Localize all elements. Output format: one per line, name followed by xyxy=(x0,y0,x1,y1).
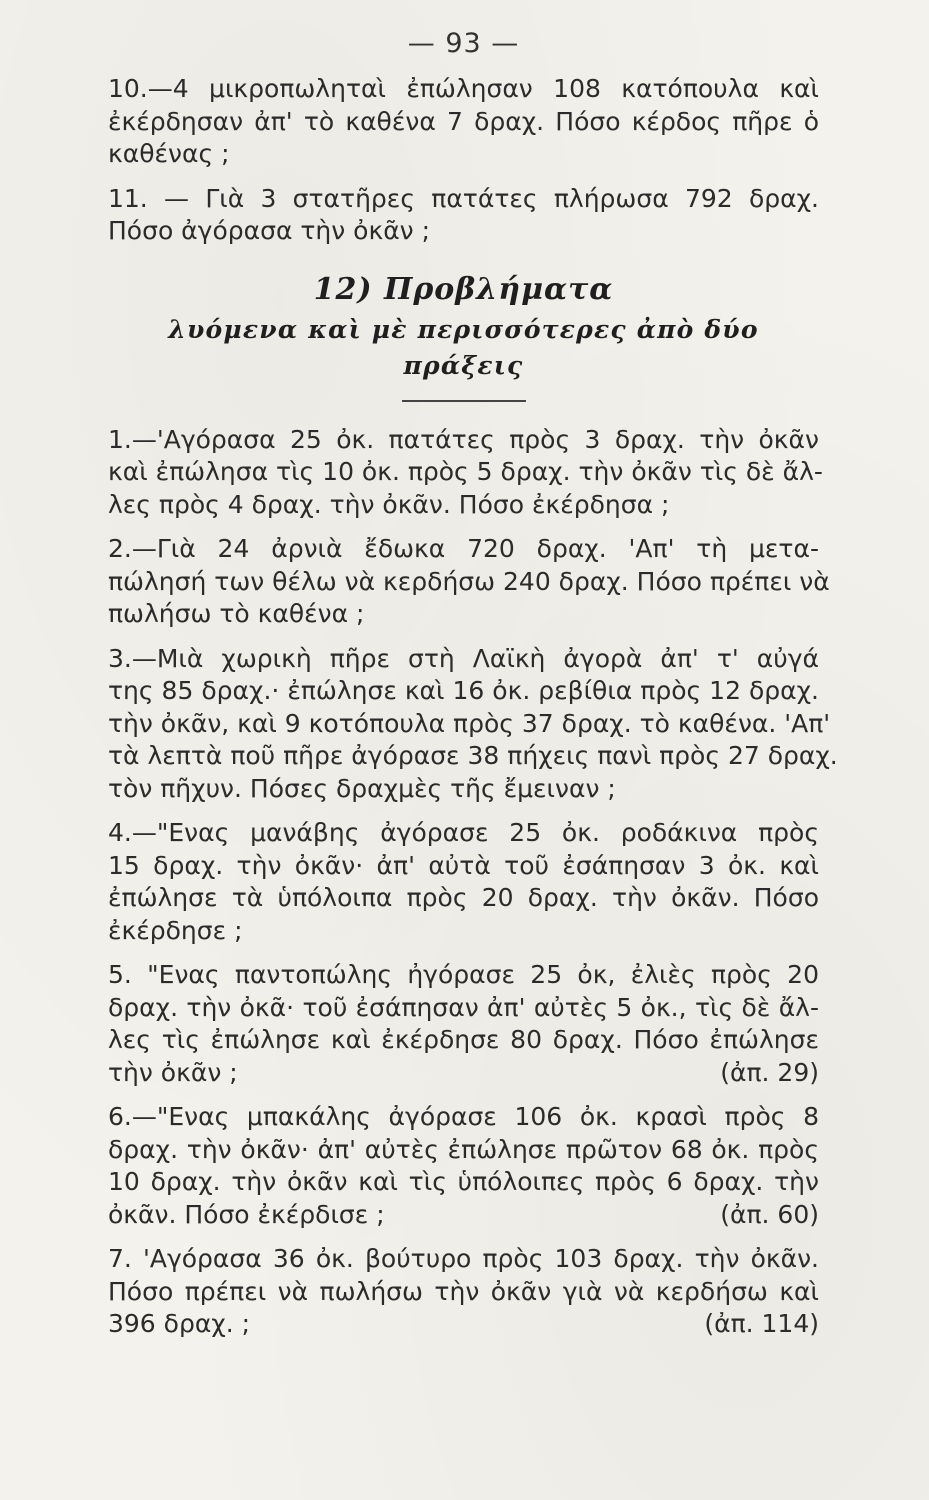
problem-7 xyxy=(108,1243,819,1341)
text-line: 11. — Γιὰ 3 στατῆρες πατάτες πλήρωσα 792 δραχ. xyxy=(108,183,819,213)
problem-6 xyxy=(108,1101,819,1231)
text-line: ἐκέρδησαν ἀπ' τὸ καθένα 7 δραχ. Πόσο κέρδος πῆρε ὁ xyxy=(108,106,819,136)
text-line: 3.—Μιὰ χωρικὴ πῆρε στὴ Λαϊκὴ ἀγορὰ ἀπ' τ' αὐγά xyxy=(108,643,819,673)
section-title: 12) Προβλήματα xyxy=(313,271,614,307)
text-line: 4.—"Ενας μανάβης ἀγόρασε 25 ὀκ. ροδάκινα πρὸς xyxy=(108,818,819,847)
text-line: Πόσο πρέπει νὰ πωλήσω τὴν ὀκᾶν γιὰ νὰ κερδήσω καὶ xyxy=(108,1276,819,1306)
text-line: λες πρὸς 4 δραχ. τὴν ὀκᾶν. Πόσο ἐκέρδησα ; xyxy=(108,489,670,519)
text-line: τὸν πῆχυν. Πόσες δραχμὲς τῆς ἔμειναν ; xyxy=(108,773,616,803)
text-line xyxy=(108,1308,819,1341)
text-line: δραχ. τὴν ὀκᾶν· ἀπ' αὐτὲς ἐπώλησε πρῶτον 68 ὀκ. πρὸς xyxy=(108,1134,819,1164)
text-line-start: τὴν ὀκᾶν ; xyxy=(108,1057,238,1087)
problem-10 xyxy=(108,73,819,171)
text-line: 2.—Γιὰ 24 ἀρνιὰ ἔδωκα 720 δραχ. 'Απ' τὴ μετα- xyxy=(108,534,819,563)
text-line xyxy=(108,1199,819,1232)
text-line: ἐκέρδησε ; xyxy=(108,915,243,945)
section-heading xyxy=(108,270,819,402)
text-line-start: ὀκᾶν. Πόσο ἐκέρδισε ; xyxy=(108,1199,385,1229)
problem-2 xyxy=(108,533,830,631)
text-line: δραχ. τὴν ὀκᾶ· τοῦ ἐσάπησαν ἀπ' αὐτὲς 5 ὀκ., τὶς δὲ ἄλ- xyxy=(108,992,819,1022)
text-line: 1.—'Αγόρασα 25 ὀκ. πατάτες πρὸς 3 δραχ. τὴν ὀκᾶν xyxy=(108,424,819,454)
answer-label: (ἀπ. 114) xyxy=(704,1309,819,1338)
text-line: 15 δραχ. τὴν ὀκᾶν· ἀπ' αὐτὰ τοῦ ἐσάπησαν 3 ὀκ. καὶ xyxy=(108,850,819,880)
text-line: 10 δραχ. τὴν ὀκᾶν καὶ τὶς ὑπόλοιπες πρὸς 6 δραχ. τὴν xyxy=(108,1167,819,1196)
section-subtitle: λυόμενα καὶ μὲ περισσότερες ἀπὸ δύο πράξεις xyxy=(168,314,759,380)
problem-5 xyxy=(108,959,819,1089)
problem-1 xyxy=(108,424,823,522)
text-line: πωλήσω τὸ καθένα ; xyxy=(108,599,365,628)
text-line: πώλησή των θέλω νὰ κερδήσω 240 δραχ. Πόσο πρέπει νὰ xyxy=(108,566,830,596)
problem-4 xyxy=(108,817,819,947)
text-line xyxy=(108,1057,819,1090)
text-line-start: 396 δραχ. ; xyxy=(108,1309,251,1338)
text-line: 6.—"Ενας μπακάλης ἀγόρασε 106 ὀκ. κρασὶ πρὸς 8 xyxy=(108,1102,819,1131)
text-line: 10.—4 μικροπωληταὶ ἐπώλησαν 108 κατόπουλα καὶ xyxy=(108,74,819,103)
problem-3 xyxy=(108,643,838,806)
answer-label: (ἀπ. 29) xyxy=(720,1057,819,1087)
answer-label: (ἀπ. 60) xyxy=(720,1199,819,1229)
divider-rule xyxy=(402,400,526,402)
text-line: λες τὶς ἐπώλησε καὶ ἐκέρδησε 80 δραχ. Πόσο ἐπώλησε xyxy=(108,1025,819,1054)
text-line: 7. 'Αγόρασα 36 ὀκ. βούτυρο πρὸς 103 δραχ. τὴν ὀκᾶν. xyxy=(108,1244,819,1273)
text-line: της 85 δραχ.· ἐπώλησε καὶ 16 ὀκ. ρεβίθια πρὸς 12 δραχ. xyxy=(108,676,819,705)
text-line: καὶ ἐπώλησα τὶς 10 ὀκ. πρὸς 5 δραχ. τὴν ὀκᾶν τὶς δὲ ἄλ- xyxy=(108,457,823,486)
text-line: καθένας ; xyxy=(108,139,230,168)
text-line: 5. "Ενας παντοπώλης ἠγόρασε 25 ὀκ, ἐλιὲς πρὸς 20 xyxy=(108,960,819,989)
problem-11 xyxy=(108,183,819,248)
text-line: ἐπώλησε τὰ ὑπόλοιπα πρὸς 20 δραχ. τὴν ὀκᾶν. Πόσο xyxy=(108,883,819,912)
text-line: τὴν ὀκᾶν, καὶ 9 κοτόπουλα πρὸς 37 δραχ. τὸ καθένα. 'Απ' xyxy=(108,708,831,738)
text-line: Πόσο ἀγόρασα τὴν ὀκᾶν ; xyxy=(108,216,431,245)
page-number: — 93 — xyxy=(407,28,520,59)
text-line: τὰ λεπτὰ ποῦ πῆρε ἀγόρασε 38 πήχεις πανὶ πρὸς 27 δραχ. xyxy=(108,741,838,770)
